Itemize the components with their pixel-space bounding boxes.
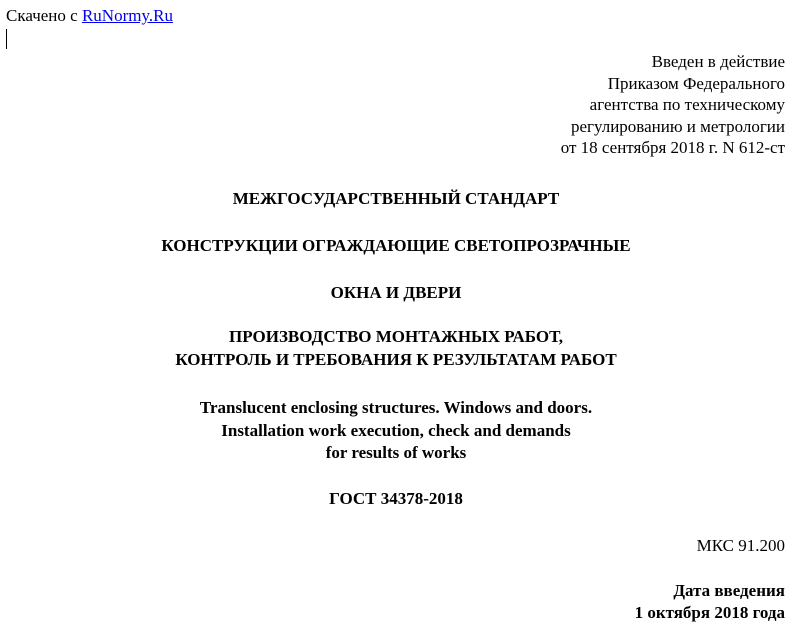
- production-title-line: КОНТРОЛЬ И ТРЕБОВАНИЯ К РЕЗУЛЬТАТАМ РАБОТ: [175, 349, 617, 369]
- source-prefix: Скачено с: [6, 6, 82, 25]
- enactment-line: регулированию и метрологии: [570, 116, 785, 136]
- production-title: [0, 326, 792, 371]
- structures-title: КОНСТРУКЦИИ ОГРАЖДАЮЩИЕ СВЕТОПРОЗРАЧНЫЕ: [161, 236, 631, 255]
- enactment-line: от 18 сентября 2018 г. N 612-ст: [560, 138, 785, 157]
- mks-code: МКС 91.200: [696, 536, 785, 555]
- english-title: [0, 397, 792, 465]
- intro-date-block: [635, 580, 785, 624]
- english-title-line: Translucent enclosing structures. Windows and doors.: [199, 398, 593, 417]
- enactment-line: Приказом Федерального: [607, 73, 785, 93]
- intro-date-label: Дата введения: [673, 581, 785, 600]
- windows-doors-title: ОКНА И ДВЕРИ: [330, 283, 462, 302]
- enactment-line: Введен в действие: [651, 52, 785, 71]
- enactment-line: агентства по техническому: [589, 95, 785, 114]
- gost-number: ГОСТ 34378-2018: [329, 489, 463, 508]
- intro-date-value: 1 октября 2018 года: [634, 603, 785, 622]
- text-cursor: [6, 29, 7, 49]
- english-title-line: Installation work execution, check and demands: [221, 420, 571, 440]
- source-line: [6, 5, 173, 27]
- runormy-link[interactable]: RuNormy.Ru: [81, 6, 173, 25]
- english-title-line: for results of works: [325, 443, 467, 462]
- interstate-standard-heading: МЕЖГОСУДАРСТВЕННЫЙ СТАНДАРТ: [232, 189, 560, 208]
- enactment-block: [561, 51, 785, 159]
- production-title-line: ПРОИЗВОДСТВО МОНТАЖНЫХ РАБОТ,: [229, 327, 563, 346]
